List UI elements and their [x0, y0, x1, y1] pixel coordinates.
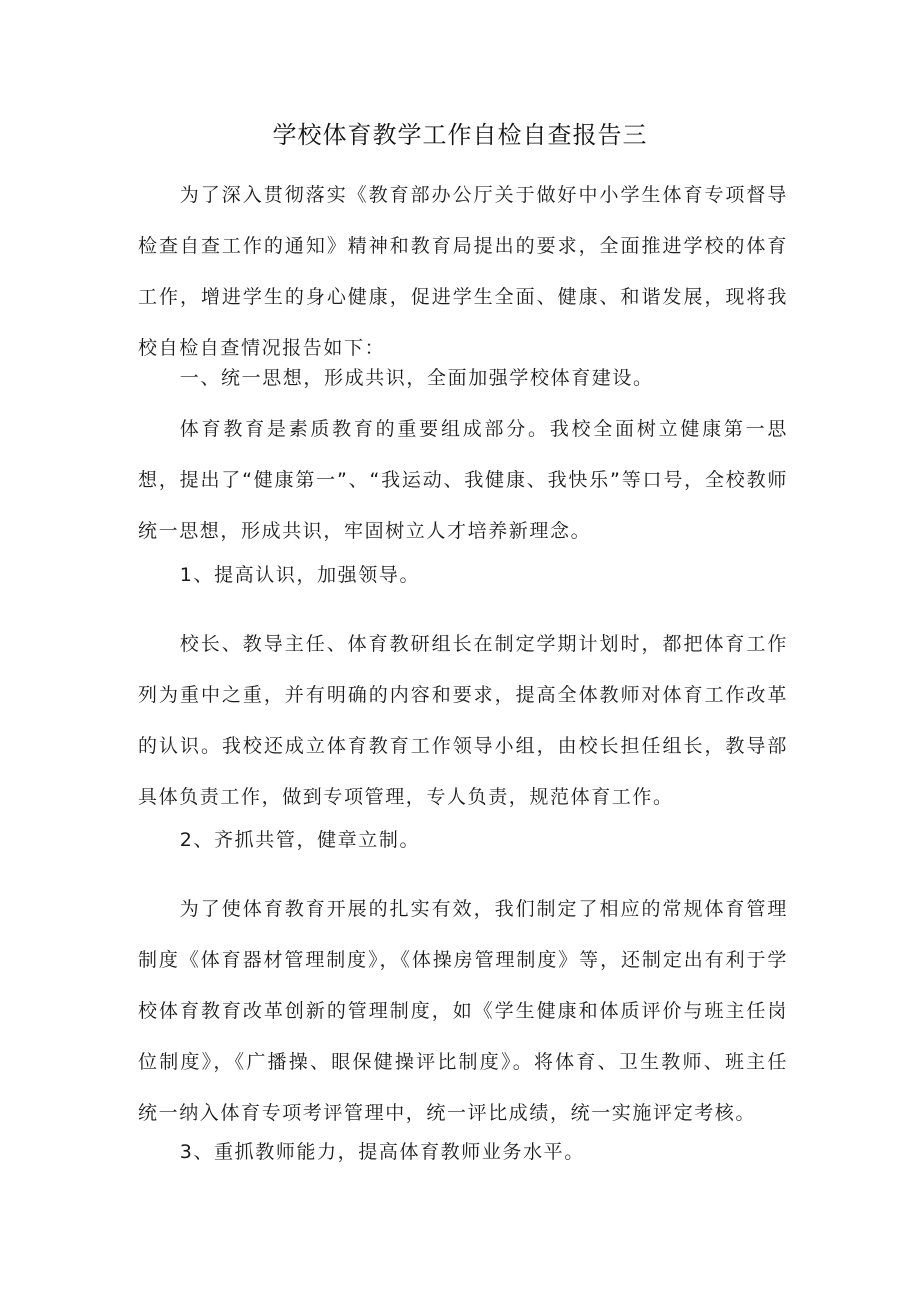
subsection-heading-1: 1、提高认识，加强领导。	[179, 564, 421, 586]
section-paragraph-1: 体育教育是素质教育的重要组成部分。我校全面树立健康第一思想，提出了“健康第一”、“我运动、我健康、我快乐”等口号，全校教师统一思想，形成共识，牢固树立人才培养新理念。	[138, 418, 788, 542]
document-title: 学校体育教学工作自检自查报告三	[272, 121, 648, 149]
intro-paragraph: 为了深入贯彻落实《教育部办公厅关于做好中小学生体育专项督导检查自查工作的通知》精神和教育局提出的要求，全面推进学校的体育工作，增进学生的身心健康，促进学生全面、健康、和谐发展，现将我校自检自查情况报告如下：	[138, 184, 788, 359]
subsection-heading-3: 3、重抓教师能力，提高体育教师业务水平。	[179, 1141, 585, 1163]
subsection-heading-2: 2、齐抓共管，健章立制。	[179, 829, 421, 851]
subsection-paragraph-2: 为了使体育教育开展的扎实有效，我们制定了相应的常规体育管理制度《体育器材管理制度》，《体操房管理制度》等，还制定出有利于学校体育教育改革创新的管理制度，如《学生健康和体质评价与班主任岗位制度》，《广播操、眼保健操评比制度》。将体育、卫生教师、班主任统一纳入体育专项考评管理中，统一评比成绩，统一实施评定考核。	[138, 898, 788, 1124]
section-heading-1: 一、统一思想，形成共识，全面加强学校体育建设。	[179, 367, 654, 389]
subsection-paragraph-1: 校长、教导主任、体育教研组长在制定学期计划时，都把体育工作列为重中之重，并有明确的内容和要求，提高全体教师对体育工作改革的认识。我校还成立体育教育工作领导小组，由校长担任组长，教导部具体负责工作，做到专项管理，专人负责，规范体育工作。	[138, 633, 788, 808]
